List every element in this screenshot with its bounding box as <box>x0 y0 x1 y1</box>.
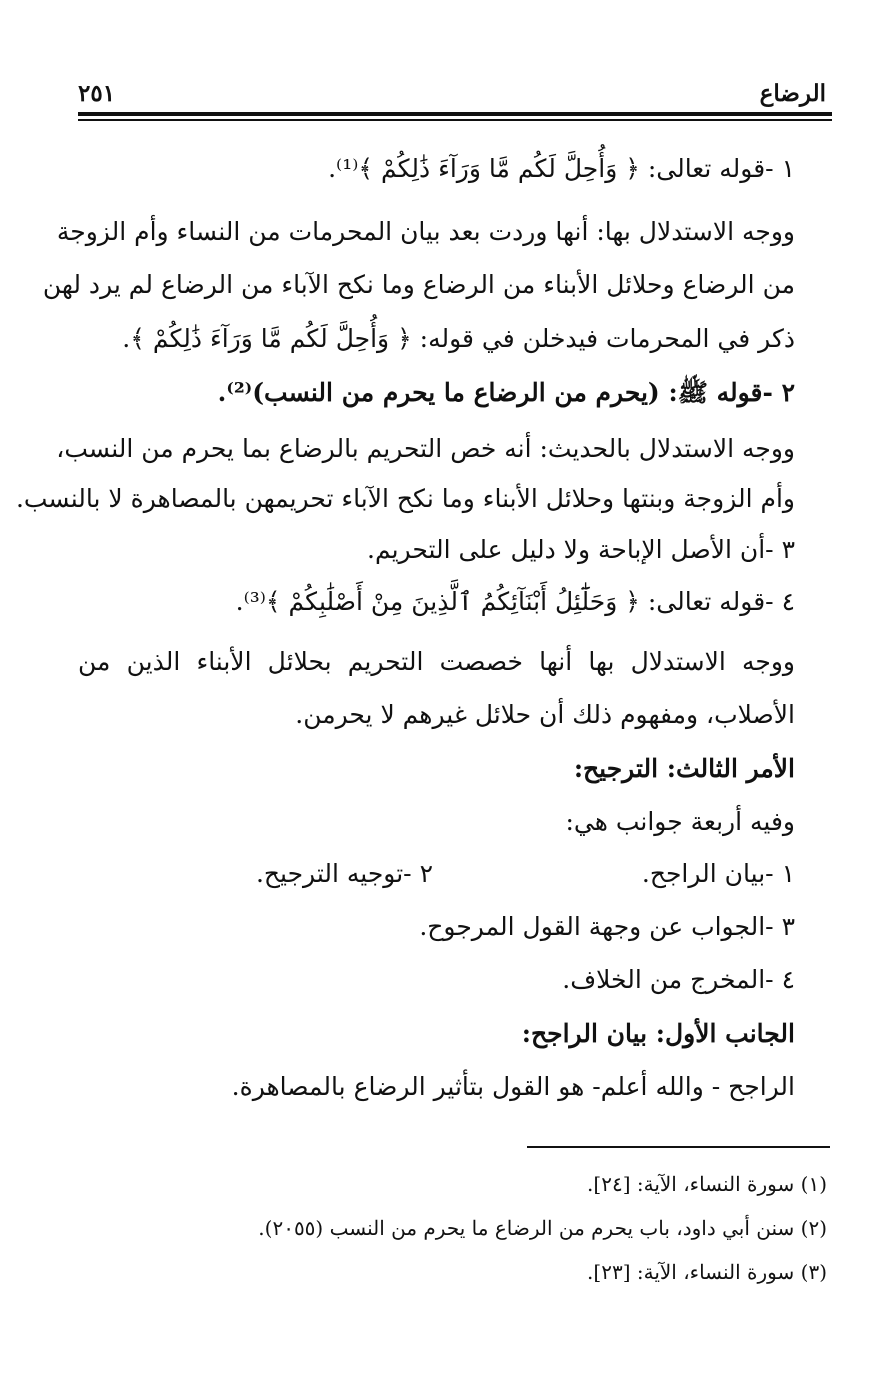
body-line-4: ذكر في المحرمات فيدخلن في قوله: ﴿ وَأُحِلَّ لَكُم مَّا وَرَآءَ ذَٰلِكُمْ ﴾. <box>122 324 795 353</box>
body-line-10: ووجه الاستدلال بها أنها خصصت التحريم بحلائل الأبناء الذين من <box>78 647 795 676</box>
body-line-2: ووجه الاستدلال بها: أنها وردت بعد بيان المحرمات من النساء وأم الزوجة <box>56 217 795 246</box>
body-line-8: ٣ -أن الأصل الإباحة ولا دليل على التحريم. <box>367 535 795 564</box>
header-rule-thick <box>78 112 832 116</box>
chapter-title: الرضاع <box>759 80 826 107</box>
footnote-2: (٢) سنن أبي داود، باب يحرم من الرضاع ما يحرم من النسب (٢٠٥٥). <box>258 1216 827 1240</box>
list-item-4: ٤ -المخرج من الخلاف. <box>562 965 795 994</box>
header-rule-thin <box>78 119 832 121</box>
list-item-3: ٣ -الجواب عن وجهة القول المرجوح. <box>419 912 795 941</box>
body-line-9: ٤ -قوله تعالى: ﴿ وَحَلَٰٓئِلُ أَبْنَآئِكُمُ ٱلَّذِينَ مِنْ أَصْلَٰبِكُمْ ﴾⁽³⁾. <box>235 587 795 616</box>
page-number: ٢٥١ <box>78 80 116 107</box>
list-item-2: ٢ -توجيه الترجيح. <box>255 859 433 888</box>
body-line-3: من الرضاع وحلائل الأبناء من الرضاع وما نكح الآباء من الرضاع لم يرد لهن <box>42 270 795 299</box>
body-line-6: ووجه الاستدلال بالحديث: أنه خص التحريم بالرضاع بما يحرم من النسب، <box>56 434 795 463</box>
running-header <box>78 80 832 110</box>
section-heading-tarjih: الأمر الثالث: الترجيح: <box>573 754 795 783</box>
footnote-rule <box>527 1146 830 1148</box>
body-line-12: وفيه أربعة جوانب هي: <box>565 807 795 836</box>
footnote-1: (١) سورة النساء، الآية: [٢٤]. <box>587 1172 827 1196</box>
body-line-5: ٢ -قوله ﷺ: (يحرم من الرضاع ما يحرم من النسب)⁽²⁾. <box>217 378 795 407</box>
body-line-7: وأم الزوجة وبنتها وحلائل الأبناء وما نكح الآباء تحريمهن بالمصاهرة لا بالنسب. <box>15 484 795 513</box>
subsection-heading-rajih: الجانب الأول: بيان الراجح: <box>521 1019 795 1048</box>
body-line-16: الراجح - والله أعلم- هو القول بتأثير الرضاع بالمصاهرة. <box>231 1072 795 1101</box>
body-line-11: الأصلاب، ومفهوم ذلك أن حلائل غيرهم لا يحرمن. <box>295 700 795 729</box>
list-item-1: ١ -بيان الراجح. <box>641 859 795 888</box>
body-line-1: ١ -قوله تعالى: ﴿ وَأُحِلَّ لَكُم مَّا وَرَآءَ ذَٰلِكُمْ ﴾⁽¹⁾. <box>328 154 795 183</box>
footnote-3: (٣) سورة النساء، الآية: [٢٣]. <box>587 1260 827 1284</box>
